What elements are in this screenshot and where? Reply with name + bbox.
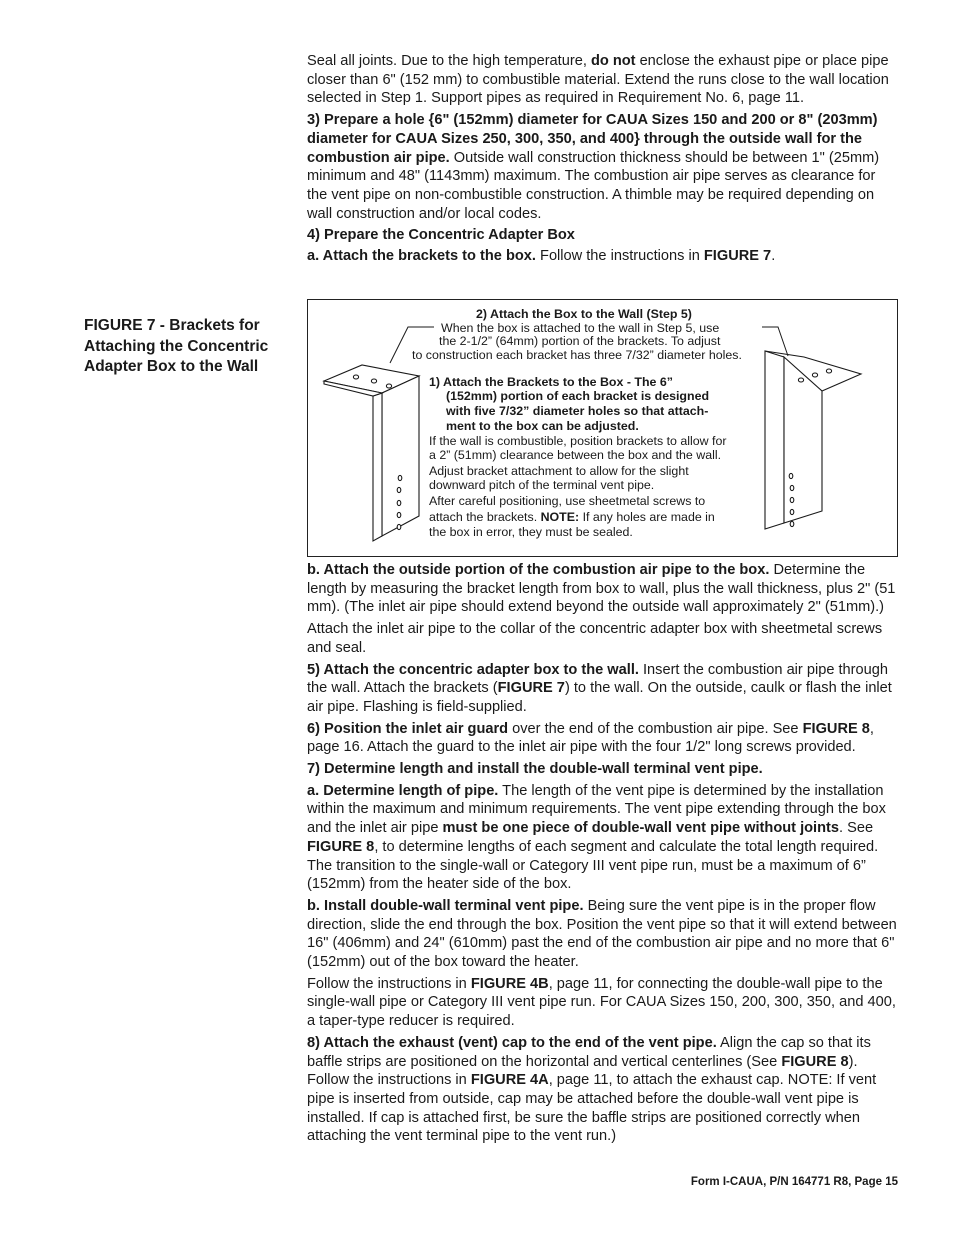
step-3-paragraph	[307, 111, 899, 223]
bold-run: b. Install double-wall terminal vent pipe.	[307, 897, 584, 914]
bold-run: 7) Determine length and install the double-wall terminal vent pipe.	[307, 761, 763, 778]
note-line: If the wall is combustible, position brackets to allow for	[429, 434, 727, 448]
text-run: , page 11, for connecting the double-wall pipe to the single-wall pipe or Category III vent pipe run. For CAUA Sizes 150, 200, 300, 350, and 400, a taper-type reducer is required.	[307, 975, 896, 1030]
note-line: downward pitch of the terminal vent pipe.	[429, 478, 655, 492]
bold-run: 4) Prepare the Concentric Adapter Box	[307, 227, 575, 244]
step-2-line: the 2-1/2” (64mm) portion of the brackets. To adjust	[439, 334, 721, 348]
bold-run: 5) Attach the concentric adapter box to the wall.	[307, 661, 639, 678]
text-run: Follow the instructions in	[307, 975, 471, 992]
bold-run: a. Determine length of pipe.	[307, 782, 499, 799]
intro-paragraph-seal	[307, 52, 899, 108]
step-8-paragraph	[307, 1034, 899, 1146]
step-1-line: with five 7/32” diameter holes so that attach-	[446, 404, 709, 418]
figure-reference: FIGURE 4B	[470, 975, 549, 992]
intro-section	[307, 52, 899, 268]
step-2-title: 2) Attach the Box to the Wall (Step 5)	[476, 307, 692, 321]
body-section	[307, 561, 899, 1149]
bold-run: a. Attach the brackets to the box.	[307, 248, 536, 265]
page-footer: Form I-CAUA, P/N 164771 R8, Page 15	[690, 1176, 898, 1188]
text-run: ) to the wall. On the outside, caulk or flash the inlet air pipe. Flashing is field-supplied.	[307, 680, 892, 715]
figure-reference: FIGURE 8	[802, 720, 870, 737]
figure-reference: FIGURE 7	[497, 680, 565, 697]
text-run: .	[771, 248, 776, 265]
text-run: If any holes are made in	[579, 510, 715, 524]
text-run: , page 16. Attach the guard to the inlet air pipe with the four 1/2" long screws provided.	[307, 720, 874, 756]
text-run: Determine the length by measuring the bracket length from box to wall, plus the wall thickness, plus 2" (51 mm). (The inlet air pipe should extend beyond the outside wall approximately 2" (51mm).)	[307, 562, 896, 616]
note-line: the box in error, they must be sealed.	[429, 525, 633, 539]
step-1-line: (152mm) portion of each bracket is designed	[446, 389, 710, 403]
step-2-line: When the box is attached to the wall in Step 5, use	[441, 321, 720, 335]
figure-reference: FIGURE 8	[781, 1053, 849, 1070]
bold-run: b. Attach the outside portion of the combustion air pipe to the box.	[307, 562, 770, 578]
step-7b-paragraph	[307, 897, 899, 972]
attach-paragraph: Attach the inlet air pipe to the collar of the concentric adapter box with sheetmetal screws and seal.	[307, 621, 883, 656]
figure-reference: FIGURE 4A	[470, 1072, 549, 1089]
figure-reference: FIGURE 8	[307, 838, 375, 855]
text-run: over the end of the combustion air pipe. See	[508, 720, 803, 737]
step-7a-paragraph	[307, 782, 899, 894]
text-run: Follow the instructions in	[535, 248, 704, 265]
figure-7-box	[307, 299, 898, 557]
right-bracket	[765, 351, 861, 529]
text-run: ). Follow the instructions in	[307, 1053, 858, 1089]
note-line	[429, 510, 715, 525]
text-run: Outside wall construction thickness should be between 1" (25mm) minimum and 48" (1143mm) maximum. The combustion air pipe serves as clearance for the vent pipe on non-combustible construction. A thimble may be required depending on wall construction and/or local codes.	[307, 149, 880, 222]
step-4a-paragraph	[307, 247, 899, 266]
note-label: NOTE:	[540, 510, 580, 524]
left-bracket	[324, 365, 419, 541]
text-run: Seal all joints. Due to the high temperature,	[307, 53, 591, 69]
follow-paragraph	[307, 975, 899, 1031]
step-5-paragraph	[307, 661, 899, 717]
text-run: enclose the exhaust pipe or place pipe closer than 6" (152 mm) to combustible material. Extend the runs close to the wall location selected in Step 1. Support pipes as required in Requirement No. 6, page 11.	[307, 53, 889, 107]
step-1-line: 1) Attach the Brackets to the Box - The 6”	[429, 375, 673, 389]
step-4b-paragraph	[307, 561, 899, 617]
note-line: a 2” (51mm) clearance between the box and the wall.	[429, 448, 722, 462]
text-run: , to determine lengths of each segment and calculate the total length required. The transition to the single-wall or Category III vent pipe run, must be a maximum of 6” (152mm) from the heater side of the box.	[307, 838, 879, 893]
text-run: , page 11, to attach the exhaust cap. NOTE: If vent pipe is inserted from outside, cap may be attached before the double-wall vent pipe is installed. If cap is attached first, be sure the baffle strips are positioned correctly when attaching the vent terminal pipe to the vent run.)	[307, 1072, 877, 1145]
bold-run: 8) Attach the exhaust (vent) cap to the end of the vent pipe.	[307, 1034, 717, 1051]
note-line: Adjust bracket attachment to allow for the slight	[429, 464, 689, 478]
step-3-heading: 3) Prepare a hole {6" (152mm) diameter for CAUA Sizes 150 and 200 or 8" (203mm) diameter for CAUA Sizes 250, 300, 350, and 400} through the outside wall for the combustion air pipe.	[307, 112, 878, 166]
note-line: After careful positioning, use sheetmetal screws to	[429, 494, 706, 508]
step-6-paragraph	[307, 720, 899, 757]
text-run: . See	[838, 820, 874, 837]
text-run: attach the brackets.	[429, 510, 541, 524]
text-run: Being sure the vent pipe is in the proper flow direction, slide the end through the box. Position the vent pipe so that it will extend between 16" (406mm) and 24" (610mm) past the end of the combustion air pipe and no more that 6" (152mm) out of the box toward the heater.	[307, 897, 897, 971]
text-run: Align the cap so that its baffle strips are positioned on the horizontal and vertical centerlines (See	[307, 1034, 871, 1070]
text-run: Insert the combustion air pipe through the wall. Attach the brackets (	[307, 661, 888, 697]
figure-7-caption: FIGURE 7 - Brackets for Attaching the Concentric Adapter Box to the Wall	[84, 317, 269, 375]
bold-run: 6) Position the inlet air guard	[307, 720, 509, 737]
bold-run: do not	[590, 53, 636, 69]
step-1-line: ment to the box can be adjusted.	[446, 419, 639, 433]
step-4-heading	[307, 226, 899, 245]
bold-run: must be one piece of double-wall vent pipe without joints	[442, 820, 839, 837]
step-2-line: to construction each bracket has three 7/32” diameter holes.	[412, 348, 742, 362]
figure-reference: FIGURE 7	[703, 248, 772, 265]
step-7-heading	[307, 760, 899, 779]
text-run: The length of the vent pipe is determined by the installation within the maximum and minimum requirements. The vent pipe extending through the box and the inlet air pipe	[307, 782, 886, 837]
